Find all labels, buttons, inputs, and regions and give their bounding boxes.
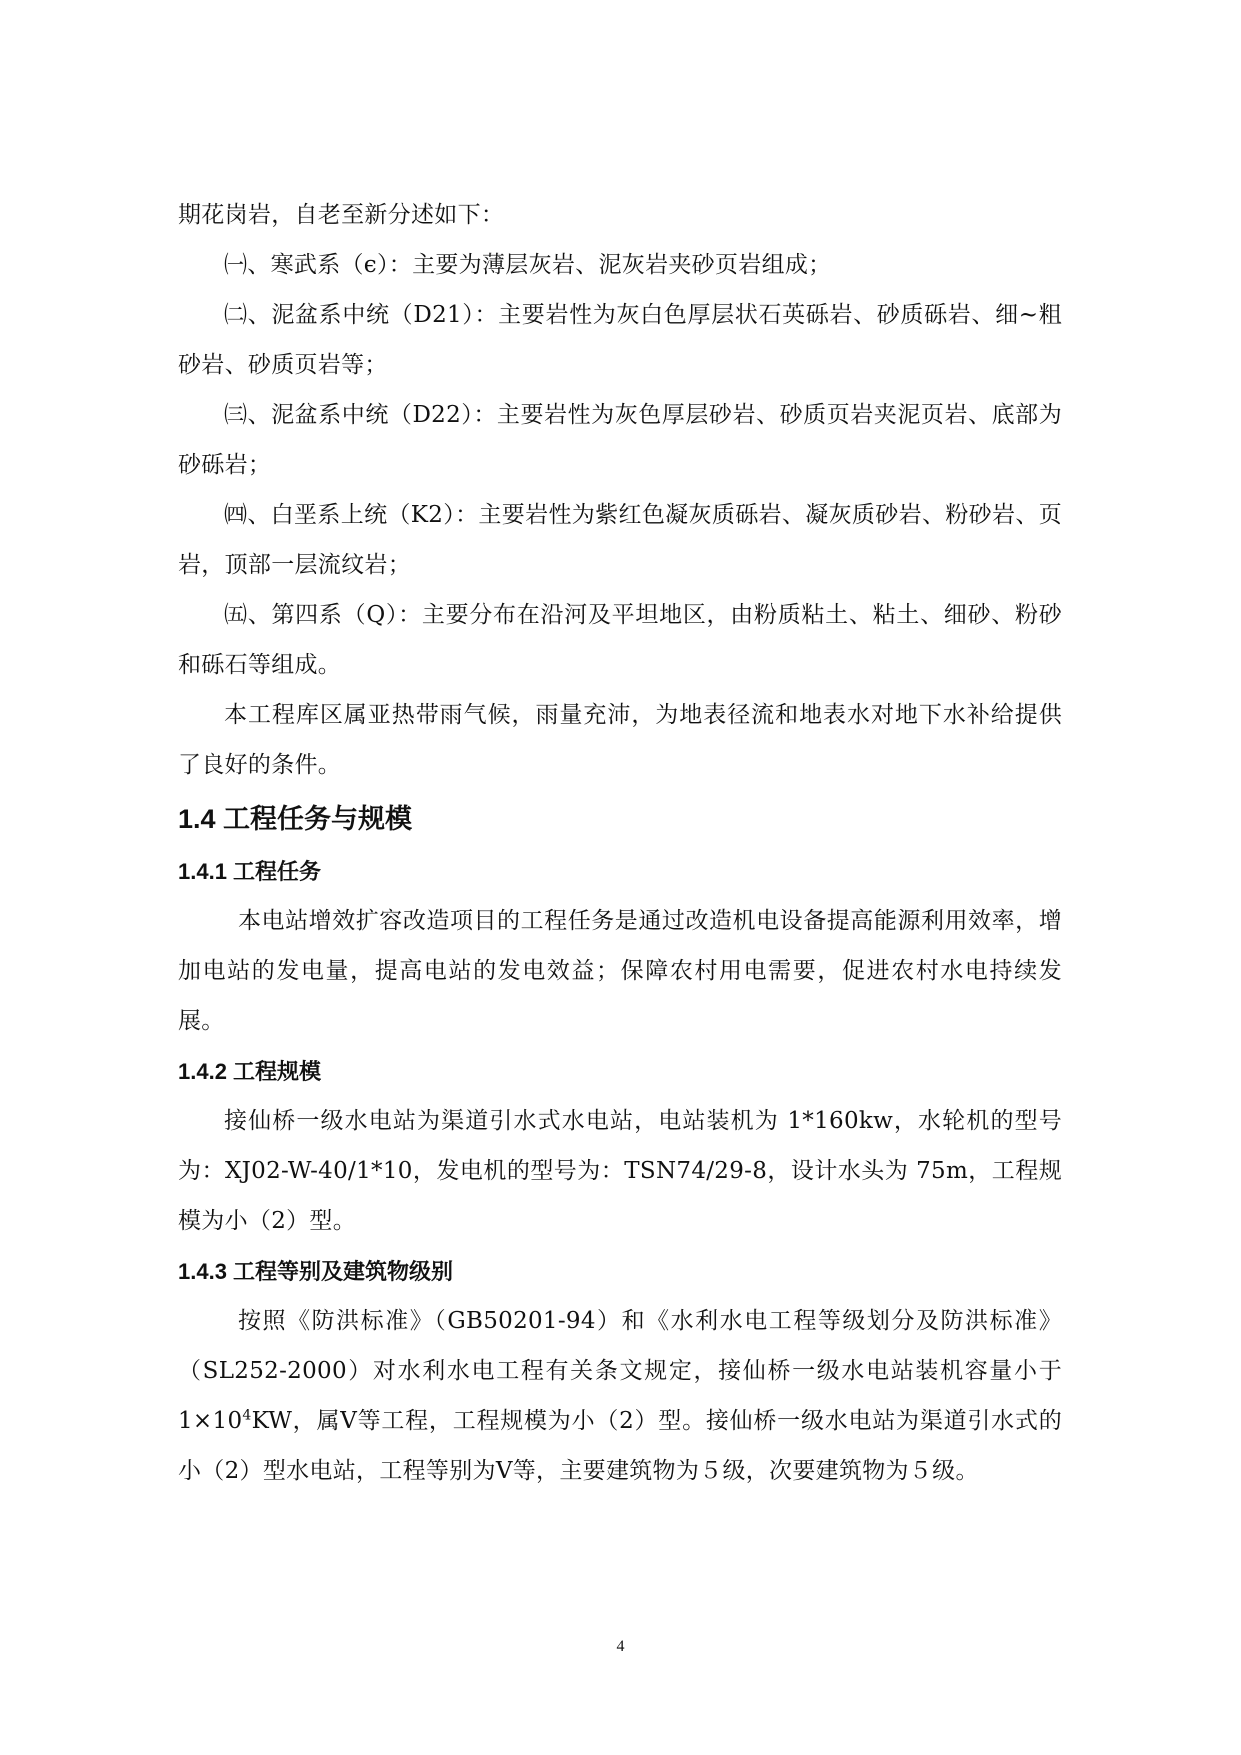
section-heading-1-4-2: 1.4.2 工程规模 (178, 1059, 322, 1084)
paragraph-project-scale: 接仙桥一级水电站为渠道引水式水电站，电站装机为 1*160kw，水轮机的型号为：XJ02-W-40/1*10，发电机的型号为：TSN74/29-8，设计水头为 75m，工程规模为小（2）型。 (178, 1108, 1062, 1234)
grade-text-a: 按照《防洪标准》（GB50201-94）和《水利水电工程等级划分及防洪标准》（SL252-2000）对水利水电工程有关条文规定，接仙桥一级水电站装机容量小于 1×10 (178, 1308, 1062, 1434)
paragraph-climate: 本工程库区属亚热带雨气候，雨量充沛，为地表径流和地表水对地下水补给提供了良好的条件。 (178, 702, 1062, 778)
grade-exponent: 4 (242, 1407, 252, 1424)
paragraph-project-task: 本电站增效扩容改造项目的工程任务是通过改造机电设备提高能源利用效率，增加电站的发电量，提高电站的发电效益；保障农村用电需要，促进农村水电持续发展。 (178, 908, 1062, 1034)
paragraph-devonian-d22: ㈢、泥盆系中统（D22）：主要岩性为灰色厚层砂岩、砂质页岩夹泥页岩、底部为砂砾岩； (178, 402, 1062, 478)
paragraph-quaternary: ㈤、第四系（Q）：主要分布在沿河及平坦地区，由粉质粘土、粘土、细砂、粉砂和砾石等组成。 (178, 602, 1062, 678)
grade-text-b: KW，属Ⅴ等工程，工程规模为小（2）型。接仙桥一级水电站为渠道引水式的小（2）型水电站，工程等别为Ⅴ等，主要建筑物为５级，次要建筑物为５级。 (178, 1408, 1062, 1484)
page-content (178, 190, 1062, 1496)
paragraph-cretaceous: ㈣、白垩系上统（K2）：主要岩性为紫红色凝灰质砾岩、凝灰质砂岩、粉砂岩、页岩，顶部一层流纹岩； (178, 502, 1062, 578)
section-heading-1-4-3: 1.4.3 工程等别及建筑物级别 (178, 1259, 454, 1284)
paragraph-grade-classification (178, 1296, 1062, 1496)
page-number: 4 (616, 1638, 625, 1655)
paragraph-intro: 期花岗岩，自老至新分述如下： (178, 202, 505, 228)
paragraph-cambrian: ㈠、寒武系（ϵ）：主要为薄层灰岩、泥灰岩夹砂页岩组成； (224, 252, 832, 278)
section-heading-1-4: 1.4 工程任务与规模 (178, 804, 413, 834)
paragraph-devonian-d21: ㈡、泥盆系中统（D21）：主要岩性为灰白色厚层状石英砾岩、砂质砾岩、细~粗砂岩、砂质页岩等； (178, 302, 1062, 378)
section-heading-1-4-1: 1.4.1 工程任务 (178, 859, 322, 884)
